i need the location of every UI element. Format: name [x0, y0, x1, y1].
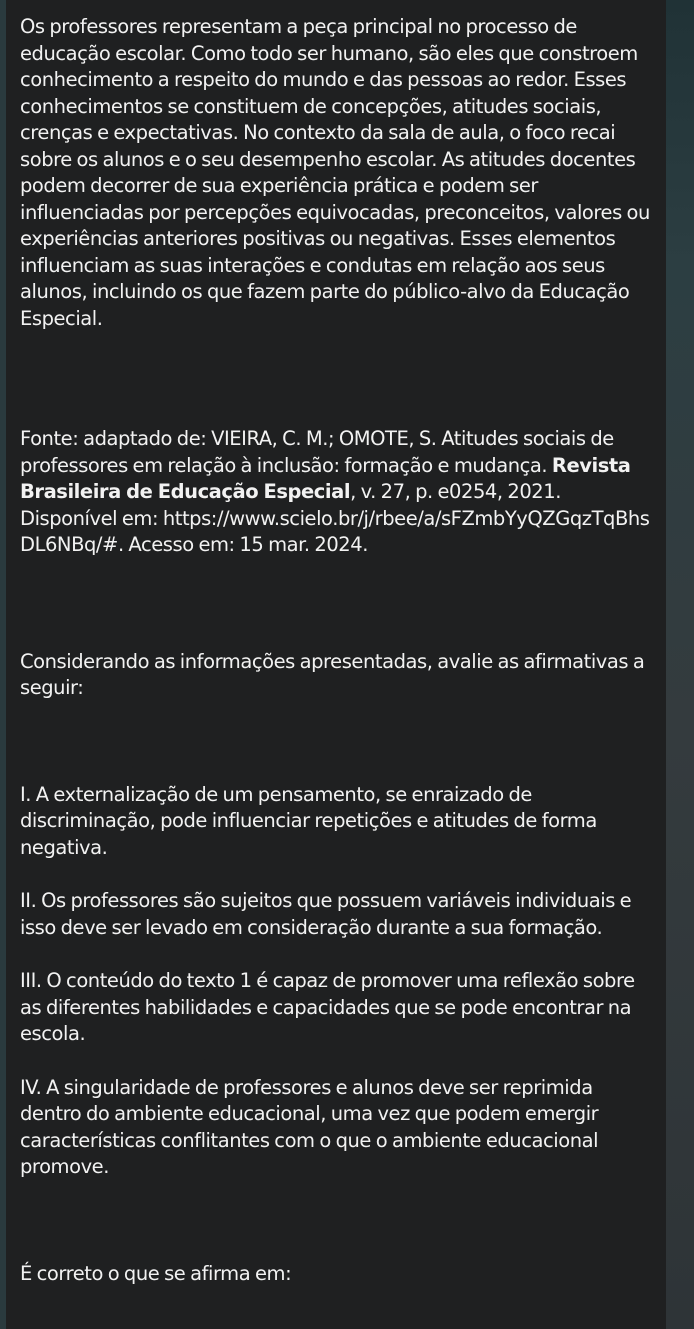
question-text-container — [20, 14, 650, 1287]
statement-4: IV. A singularidade de professores e alunos deve ser reprimida dentro do ambiente educacional, uma vez que podem emergir características conflitantes com o que o ambiente educacional promove. — [20, 1075, 599, 1178]
source-details: , v. 27, p. e0254, 2021. Disponível em: — [20, 480, 561, 530]
statement-2: II. Os professores são sujeitos que possuem variáveis individuais e isso deve ser levado em consideração durante a sua formação. — [20, 889, 632, 939]
right-edge-background — [666, 0, 694, 1329]
source-url: https://www.scielo.br/j/rbee/a/sFZmbYyQZGqzTqBhsDL6NBq/# — [20, 506, 650, 556]
left-edge-background — [0, 0, 6, 1329]
source-access: . Acesso em: 15 mar. 2024. — [117, 533, 368, 556]
prompt-text: Considerando as informações apresentadas, avalie as afirmativas a seguir: — [20, 649, 645, 699]
question-text: É correto o que se afirma em: — [20, 1261, 292, 1285]
source-journal: Revista Brasileira de Educação Especial — [20, 453, 631, 503]
source-prefix: Fonte: adaptado de: VIEIRA, C. M.; OMOTE, S. Atitudes sociais de professores em relação à inclusão: formação e mudança. — [20, 427, 614, 477]
intro-paragraph: Os professores representam a peça principal no processo de educação escolar. Como todo ser humano, são eles que constroem conhecimento a respeito do mundo e das pessoas ao redor. Esses conhecimentos se constituem de concepções, atitudes sociais, crenças e expectativas. No contexto da sala de aula, o foco recai sobre os alunos e o seu desempenho escolar. As atitudes docentes podem decorrer de sua experiência prática e podem ser influenciadas por percepções equivocadas, preconceitos, valores ou experiências anteriores positivas ou negativas. Esses elementos influenciam as suas interações e condutas em relação aos seus alunos, incluindo os que fazem parte do público-alvo da Educação Especial. — [20, 15, 650, 330]
statement-1: I. A externalização de um pensamento, se enraizado de discriminação, pode influenciar repetições e atitudes de forma negativa. — [20, 782, 597, 859]
source-citation — [20, 426, 650, 559]
statement-3: III. O conteúdo do texto 1 é capaz de promover uma reflexão sobre as diferentes habilidades e capacidades que se pode encontrar na escola. — [20, 969, 635, 1045]
